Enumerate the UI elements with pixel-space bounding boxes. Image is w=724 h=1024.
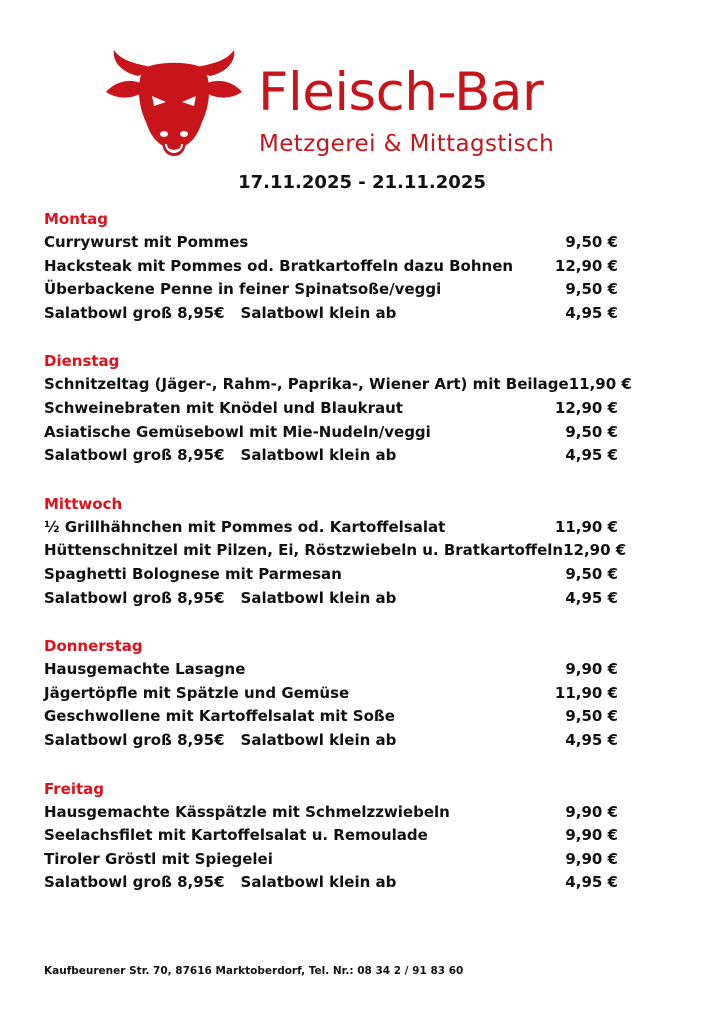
day-name: Mittwoch — [44, 494, 123, 513]
dish-price: 12,90 € — [554, 256, 618, 275]
dish-name: Spaghetti Bolognese mit Parmesan — [44, 564, 342, 583]
salad-large: Salatbowl groß 8,95€ — [44, 303, 225, 322]
dish-price: 11,90 € — [568, 375, 632, 394]
day-name: Dienstag — [44, 352, 120, 371]
salad-options — [44, 444, 396, 468]
menu-item — [44, 421, 624, 445]
bull-head-icon — [104, 48, 244, 160]
salad-large: Salatbowl groß 8,95€ — [44, 588, 225, 607]
salad-price: 4,95 € — [565, 446, 618, 465]
weekly-menu — [44, 207, 632, 919]
dish-name: Geschwollene mit Kartoffelsalat mit Soße — [44, 707, 395, 726]
salad-row — [44, 587, 624, 611]
menu-item — [44, 516, 624, 540]
dish-price: 12,90 € — [554, 398, 618, 417]
dish-price: 9,90 € — [565, 802, 618, 821]
day-name: Freitag — [44, 779, 105, 798]
salad-price: 4,95 € — [565, 303, 618, 322]
dish-name: Seelachsfilet mit Kartoffelsalat u. Remoulade — [44, 826, 428, 845]
salad-options — [44, 871, 396, 895]
menu-item — [44, 539, 627, 563]
menu-item — [44, 801, 624, 825]
salad-options — [44, 302, 396, 326]
salad-row — [44, 729, 624, 753]
dish-name: Hüttenschnitzel mit Pilzen, Ei, Röstzwiebeln u. Bratkartoffeln — [44, 541, 564, 560]
dish-price: 12,90 € — [563, 541, 627, 560]
menu-item — [44, 563, 624, 587]
day-section-mittwoch — [44, 492, 627, 610]
day-name: Donnerstag — [44, 637, 143, 656]
header — [0, 0, 724, 170]
menu-item — [44, 705, 624, 729]
menu-item — [44, 682, 624, 706]
salad-row — [44, 871, 624, 895]
salad-row — [44, 302, 624, 326]
dish-price: 9,50 € — [565, 280, 618, 299]
salad-large: Salatbowl groß 8,95€ — [44, 446, 225, 465]
menu-item — [44, 278, 624, 302]
dish-name: Schweinebraten mit Knödel und Blaukraut — [44, 398, 403, 417]
dish-name: ½ Grillhähnchen mit Pommes od. Kartoffelsalat — [44, 517, 446, 536]
day-section-montag — [44, 207, 624, 325]
dish-price: 9,90 € — [565, 660, 618, 679]
footer-address: Kaufbeurener Str. 70, 87616 Marktoberdorf, Tel. Nr.: 08 34 2 / 91 83 60 — [44, 965, 464, 977]
salad-small: Salatbowl klein ab — [240, 873, 397, 892]
dish-price: 11,90 € — [554, 683, 618, 702]
dish-name: Hausgemachte Kässpätzle mit Schmelzzwiebeln — [44, 802, 450, 821]
dish-name: Tiroler Gröstl mit Spiegelei — [44, 849, 273, 868]
dish-name: Currywurst mit Pommes — [44, 233, 249, 251]
salad-row — [44, 444, 624, 468]
salad-large: Salatbowl groß 8,95€ — [44, 730, 225, 749]
date-range: 17.11.2025 - 21.11.2025 — [238, 172, 486, 193]
menu-item — [44, 824, 624, 848]
day-section-dienstag — [44, 349, 632, 467]
day-section-freitag — [44, 777, 624, 895]
menu-item — [44, 658, 624, 682]
salad-small: Salatbowl klein ab — [240, 588, 397, 607]
brand-subtitle: Metzgerei & Mittagstisch — [259, 131, 555, 157]
brand-name: Fleisch-Bar — [258, 62, 544, 123]
menu-item — [44, 231, 624, 255]
dish-name: Überbackene Penne in feiner Spinatsoße/veggi — [44, 280, 442, 299]
dish-price: 9,50 € — [565, 564, 618, 583]
dish-price: 9,90 € — [565, 826, 618, 845]
dish-price: 11,90 € — [554, 517, 618, 536]
salad-options — [44, 587, 396, 611]
dish-price: 9,50 € — [565, 707, 618, 726]
dish-name: Asiatische Gemüsebowl mit Mie-Nudeln/veggi — [44, 422, 431, 441]
menu-item — [44, 255, 624, 279]
salad-small: Salatbowl klein ab — [240, 303, 397, 322]
salad-price: 4,95 € — [565, 588, 618, 607]
dish-name: Schnitzeltag (Jäger-, Rahm-, Paprika-, Wiener Art) mit Beilage — [44, 375, 569, 394]
salad-price: 4,95 € — [565, 873, 618, 892]
salad-options — [44, 729, 396, 753]
menu-item — [44, 397, 624, 421]
salad-large: Salatbowl groß 8,95€ — [44, 873, 225, 892]
dish-name: Hacksteak mit Pommes od. Bratkartoffeln dazu Bohnen — [44, 256, 514, 275]
menu-item — [44, 848, 624, 872]
dish-name: Jägertöpfle mit Spätzle und Gemüse — [44, 683, 350, 702]
salad-small: Salatbowl klein ab — [240, 446, 397, 465]
day-section-donnerstag — [44, 634, 624, 752]
dish-name: Hausgemachte Lasagne — [44, 660, 246, 679]
day-name: Montag — [44, 210, 108, 228]
dish-price: 9,90 € — [565, 849, 618, 868]
dish-price: 9,50 € — [565, 233, 618, 251]
dish-price: 9,50 € — [565, 422, 618, 441]
salad-price: 4,95 € — [565, 730, 618, 749]
salad-small: Salatbowl klein ab — [240, 730, 397, 749]
menu-item — [44, 373, 632, 397]
